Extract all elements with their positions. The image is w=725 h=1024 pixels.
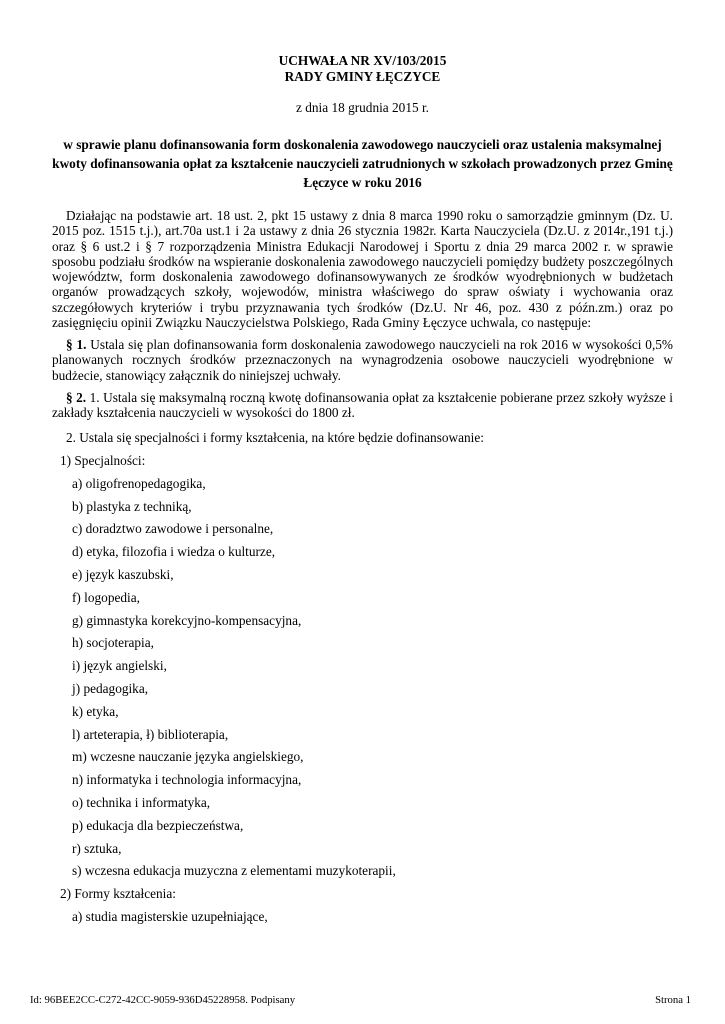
list-item: r) sztuka, [72,841,122,856]
section-2-label: § 2. [66,390,87,405]
section-1-paragraph [52,337,673,383]
list-item: l) arteterapia, ł) biblioterapia, [72,727,229,742]
list-item: d) etyka, filozofia i wiedza o kulturze, [72,544,276,559]
list-item: e) język kaszubski, [72,567,174,582]
list-item: a) oligofrenopedagogika, [72,476,206,491]
list-item: f) logopedia, [72,590,140,605]
document-id-footer: Id: 96BEE2CC-C272-42CC-9059-936D45228958. Podpisany [30,994,296,1006]
list-item: b) plastyka z techniką, [72,499,192,514]
list-item: j) pedagogika, [72,681,149,696]
section-2 [52,390,673,421]
section-1-label: § 1. [66,337,87,352]
preamble-text: Działając na podstawie art. 18 ust. 2, pkt 15 ustawy z dnia 8 marca 1990 roku o samorządzie gminnym (Dz. U. 2015 poz. 1515 t.j.), art.70a ust.1 i 2a ustawy z dnia 26 stycznia 1982r. Karta Nauczyciela (Dz.U. z 2014r.,191 t.j.) oraz § 6 ust.2 i § 7 rozporządzenia Ministra Edukacji Narodowej i Sportu z dnia 29 marca 2002 r. w sprawie sposobu podziału środków na wspieranie doskonalenia zawodowego nauczycieli pomiędzy budżety poszczególnych województw, form doskonalenia zawodowego dofinansowywanych ze środków wyodrębnionych w budżetach organów prowadzących szkoły, wojewodów, ministra właściwego do spraw oświaty i wychowania oraz szczegółowych kryteriów i trybu przyznawania tych środków (Dz.U. Nr 46, poz. 430 z późn.zm.) oraz po zasięgnięciu opinii Związku Nauczycielstwa Polskiego, Rada Gminy Łęczyce uchwala, co następuje: [52,208,673,331]
resolution-number: UCHWAŁA NR XV/103/2015 [278,53,447,68]
list-item: c) doradztwo zawodowe i personalne, [72,521,274,536]
resolution-date: z dnia 18 grudnia 2015 r. [296,100,429,115]
section-2-paragraph [52,390,673,421]
list-item: g) gimnastyka korekcyjno-kompensacyjna, [72,613,302,628]
list-item: i) język angielski, [72,658,167,673]
list-item: s) wczesna edukacja muzyczna z elementami muzykoterapii, [72,863,396,878]
list-item: k) etyka, [72,704,119,719]
page-number: Strona 1 [655,994,691,1006]
section-1 [52,337,673,383]
list-item: h) socjoterapia, [72,635,154,650]
council-name: RADY GMINY ŁĘCZYCE [284,69,441,84]
list-item: a) studia magisterskie uzupełniające, [72,909,268,924]
list-item: m) wczesne nauczanie języka angielskiego, [72,749,304,764]
resolution-subject: w sprawie planu dofinansowania form doskonalenia zawodowego nauczycieli oraz ustalenia maksymalnej kwoty dofinansowania opłat za kształcenie nauczycieli zatrudnionych w szkołach prowadzonych przez Gminę Łęczyce w roku 2016 [52,137,673,190]
section-1-text: Ustala się plan dofinansowania form doskonalenia zawodowego nauczycieli na rok 2016 w wysokości 0,5% planowanych rocznych środków przeznaczonych na wynagrodzenia osobowe nauczycieli wyodrębnione w budżecie, stanowiący załącznik do niniejszej uchwały. [52,337,673,383]
section-2-text: 1. Ustala się maksymalną roczną kwotę dofinansowania opłat za kształcenie pobierane przez szkoły wyższe i zakłady kształcenia nauczycieli w wysokości do 1800 zł. [52,390,673,421]
list-item: p) edukacja dla bezpieczeństwa, [72,818,244,833]
forms-heading: 2) Formy kształcenia: [60,886,176,901]
list-item: o) technika i informatyka, [72,795,211,810]
preamble-paragraph [52,208,673,330]
section-2-point-2: 2. Ustala się specjalności i formy kształcenia, na które będzie dofinansowanie: [66,430,484,445]
list-item: n) informatyka i technologia informacyjna, [72,772,302,787]
specialties-heading: 1) Specjalności: [60,453,146,468]
